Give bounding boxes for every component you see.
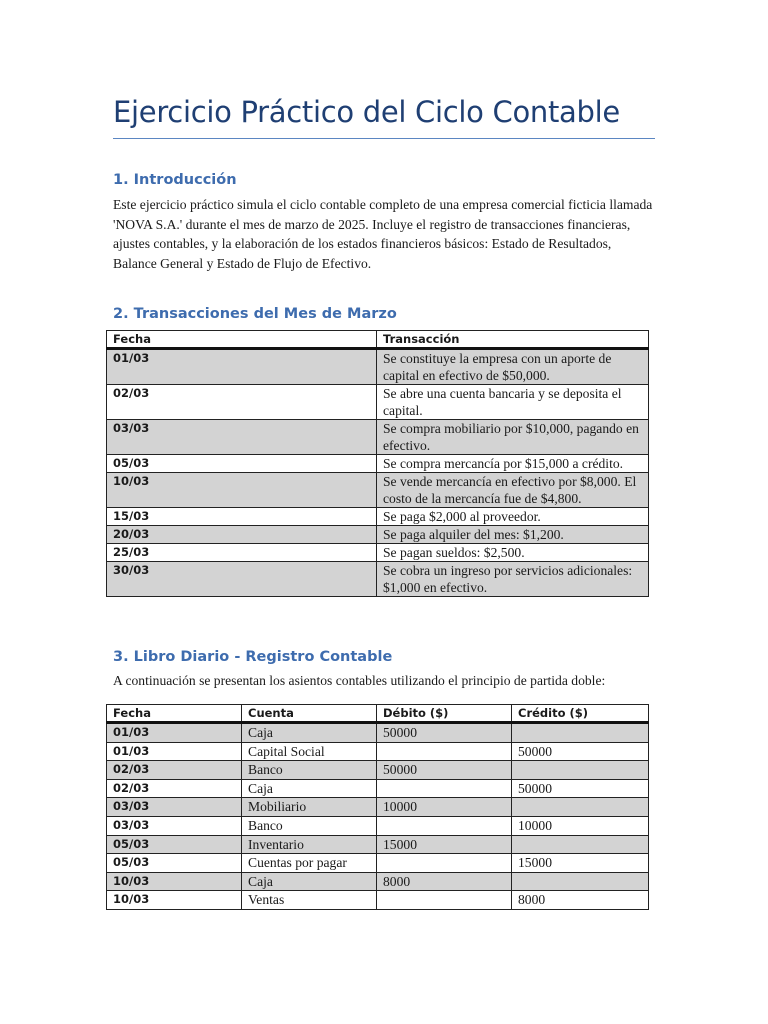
journal-table [106, 704, 649, 910]
column-header: Débito ($) [377, 705, 512, 723]
date-cell: 05/03 [107, 835, 242, 854]
table-cell: Se constituye la empresa con un aporte de capital en efectivo de $50,000. [377, 349, 649, 385]
table-row [107, 544, 649, 562]
section-heading-intro: 1. Introducción [113, 172, 237, 188]
table-cell: 50000 [512, 779, 649, 798]
column-header: Cuenta [242, 705, 377, 723]
table-row [107, 779, 649, 798]
table-cell: Banco [242, 816, 377, 835]
date-cell: 05/03 [107, 854, 242, 873]
table-cell [377, 816, 512, 835]
date-cell: 02/03 [107, 779, 242, 798]
table-row [107, 473, 649, 508]
date-cell: 01/03 [107, 723, 242, 743]
table-row [107, 816, 649, 835]
table-cell: 8000 [512, 891, 649, 910]
date-cell: 01/03 [107, 742, 242, 761]
table-cell: Banco [242, 761, 377, 780]
table-cell [377, 779, 512, 798]
table-cell: Se vende mercancía en efectivo por $8,000. El costo de la mercancía fue de $4,800. [377, 473, 649, 508]
table-row [107, 508, 649, 526]
table-cell: Cuentas por pagar [242, 854, 377, 873]
journal-intro-paragraph: A continuación se presentan los asientos contables utilizando el principio de partida doble: [113, 673, 606, 688]
table-cell: 50000 [377, 761, 512, 780]
table-cell [512, 835, 649, 854]
table-header-row [107, 331, 649, 349]
table-cell: Se compra mercancía por $15,000 a crédito. [377, 455, 649, 473]
table-row [107, 891, 649, 910]
column-header: Transacción [377, 331, 649, 349]
table-cell [512, 723, 649, 743]
table-cell [377, 742, 512, 761]
table-cell: Se cobra un ingreso por servicios adicionales: $1,000 en efectivo. [377, 562, 649, 597]
table-cell: 15000 [512, 854, 649, 873]
column-header: Fecha [107, 331, 377, 349]
table-cell: 8000 [377, 872, 512, 891]
date-cell: 30/03 [107, 562, 377, 597]
table-cell: Se compra mobiliario por $10,000, pagando en efectivo. [377, 420, 649, 455]
table-cell: Se paga alquiler del mes: $1,200. [377, 526, 649, 544]
table-row [107, 562, 649, 597]
table-cell: Capital Social [242, 742, 377, 761]
table-cell [512, 872, 649, 891]
transactions-table [106, 330, 649, 597]
date-cell: 25/03 [107, 544, 377, 562]
table-row [107, 420, 649, 455]
table-cell [377, 891, 512, 910]
table-cell: 50000 [377, 723, 512, 743]
table-cell: Se paga $2,000 al proveedor. [377, 508, 649, 526]
date-cell: 03/03 [107, 816, 242, 835]
date-cell: 10/03 [107, 891, 242, 910]
table-cell [512, 761, 649, 780]
date-cell: 02/03 [107, 385, 377, 420]
date-cell: 02/03 [107, 761, 242, 780]
title-rule [113, 138, 655, 139]
table-cell: Se abre una cuenta bancaria y se deposita el capital. [377, 385, 649, 420]
table-cell: Caja [242, 723, 377, 743]
table-row [107, 349, 649, 385]
table-cell: Caja [242, 872, 377, 891]
table-row [107, 835, 649, 854]
date-cell: 01/03 [107, 349, 377, 385]
table-cell: Ventas [242, 891, 377, 910]
column-header: Crédito ($) [512, 705, 649, 723]
document-title: Ejercicio Práctico del Ciclo Contable [113, 95, 620, 129]
table-row [107, 723, 649, 743]
column-header: Fecha [107, 705, 242, 723]
date-cell: 10/03 [107, 872, 242, 891]
table-row [107, 526, 649, 544]
section-heading-transactions: 2. Transacciones del Mes de Marzo [113, 306, 397, 322]
table-row [107, 854, 649, 873]
table-cell: 50000 [512, 742, 649, 761]
table-cell: Se pagan sueldos: $2,500. [377, 544, 649, 562]
table-cell: 10000 [512, 816, 649, 835]
date-cell: 03/03 [107, 798, 242, 817]
date-cell: 20/03 [107, 526, 377, 544]
table-cell [512, 798, 649, 817]
table-cell: Inventario [242, 835, 377, 854]
section-heading-journal: 3. Libro Diario - Registro Contable [113, 649, 393, 665]
table-cell: 15000 [377, 835, 512, 854]
table-header-row [107, 705, 649, 723]
table-row [107, 455, 649, 473]
table-cell [377, 854, 512, 873]
date-cell: 03/03 [107, 420, 377, 455]
table-cell: 10000 [377, 798, 512, 817]
date-cell: 05/03 [107, 455, 377, 473]
table-row [107, 872, 649, 891]
table-row [107, 761, 649, 780]
table-row [107, 798, 649, 817]
date-cell: 10/03 [107, 473, 377, 508]
intro-paragraph: Este ejercicio práctico simula el ciclo contable completo de una empresa comercial ficticia llamada 'NOVA S.A.' durante el mes de marzo de 2025. Incluye el registro de transacciones financieras, ajustes contables, y la elaboración de los estados financieros básicos: Estado de Resultados, Balance General y Estado de Flujo de Efectivo. [113, 197, 653, 271]
date-cell: 15/03 [107, 508, 377, 526]
table-row [107, 385, 649, 420]
table-cell: Caja [242, 779, 377, 798]
table-cell: Mobiliario [242, 798, 377, 817]
table-row [107, 742, 649, 761]
